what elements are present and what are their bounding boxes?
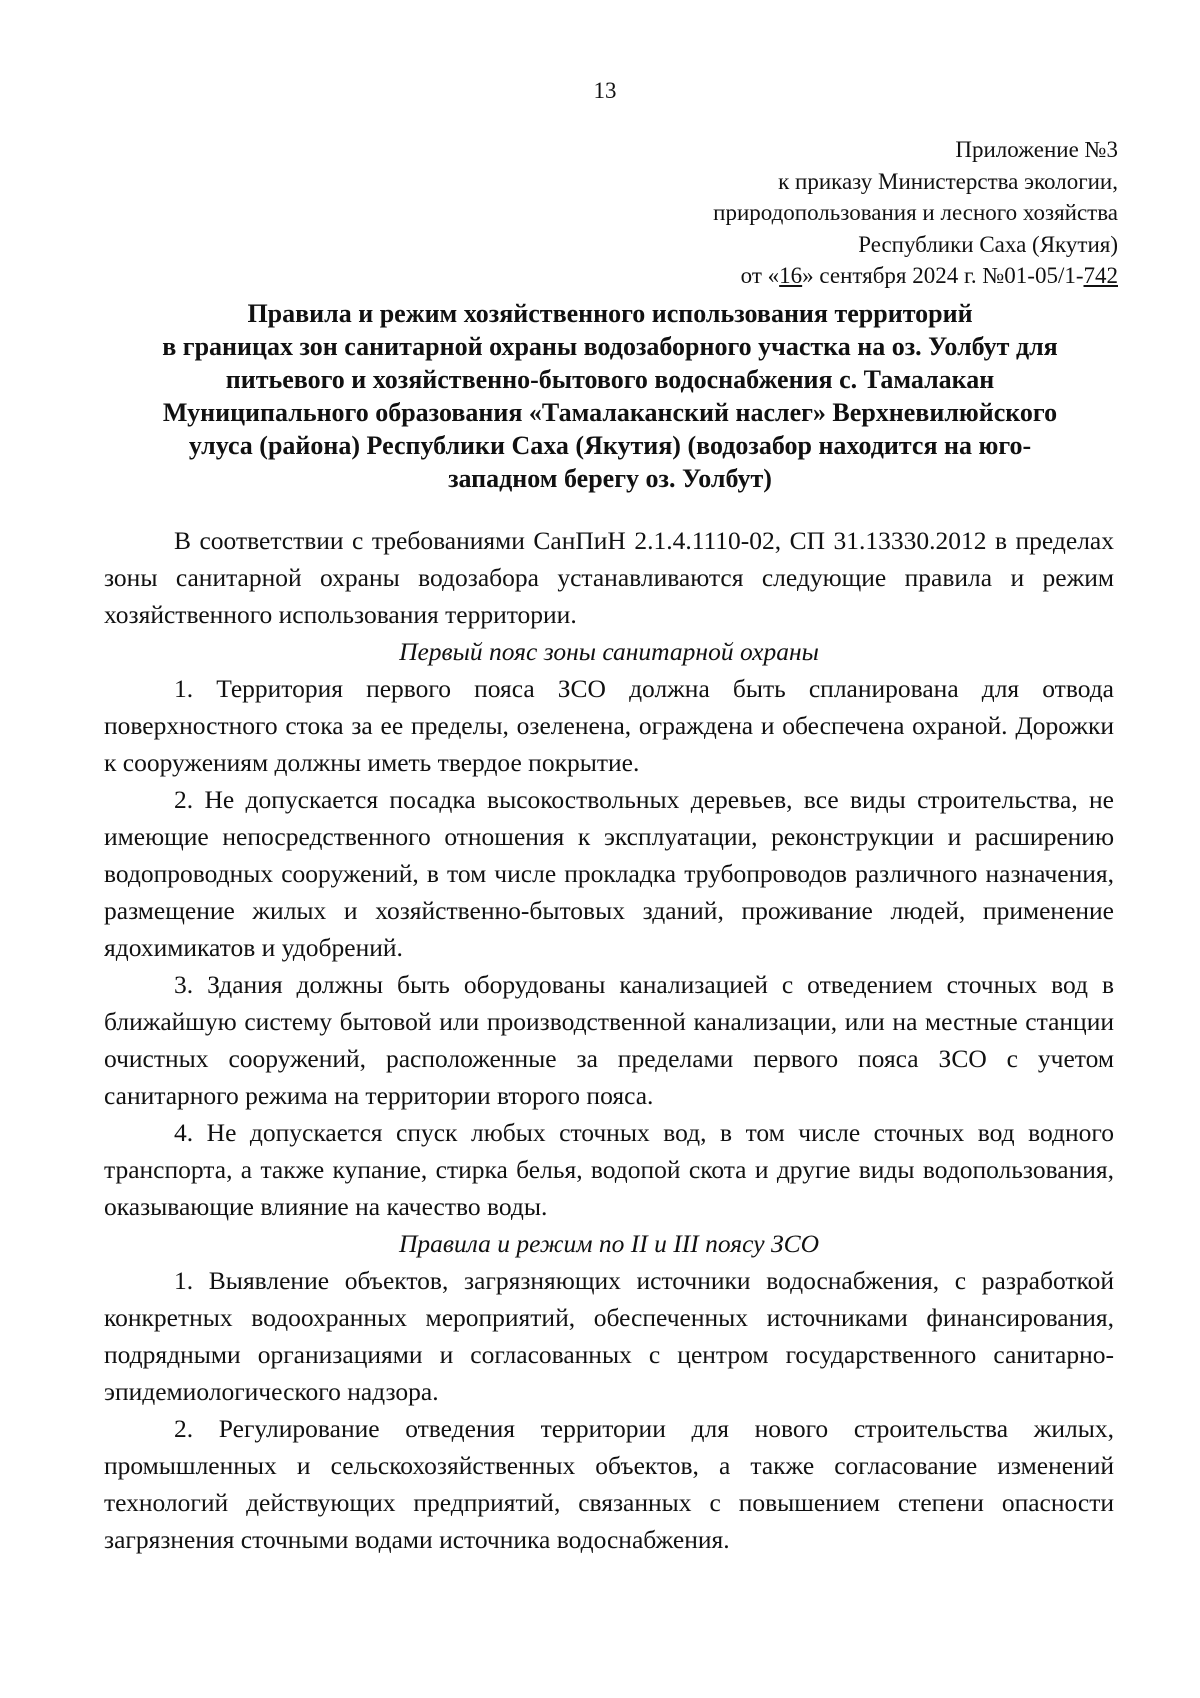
title-line: западном берегу оз. Уолбут) <box>448 464 772 493</box>
section1-item: 1. Территория первого пояса ЗСО должна быть спланирована для отвода поверхностного стока за ее пределы, озеленена, ограждена и обеспечена охраной. Дорожки к сооружениям должны иметь твердое покрытие. <box>104 674 1114 777</box>
section1-item: 4. Не допускается спуск любых сточных вод, в том числе сточных вод водного транспорта, а также купание, стирка белья, водопой скота и другие виды водопользования, оказывающие влияние на качество воды. <box>104 1118 1114 1221</box>
title-line: в границах зон санитарной охраны водозаборного участка на оз. Уолбут для <box>162 332 1058 361</box>
section1-item: 3. Здания должны быть оборудованы канализацией с отведением сточных вод в ближайшую систему бытовой или производственной канализации, или на местные станции очистных сооружений, расположенные за пределами первого пояса ЗСО с учетом санитарного режима на территории второго пояса. <box>104 970 1114 1110</box>
section-heading: Первый пояс зоны санитарной охраны <box>399 637 819 666</box>
appendix-line: природопользования и лесного хозяйства <box>713 200 1118 225</box>
appendix-line: Республики Саха (Якутия) <box>858 231 1118 257</box>
title-line: питьевого и хозяйственно-бытового водоснабжения с. Тамалакан <box>225 365 995 394</box>
section2-item: 2. Регулирование отведения территории для нового строительства жилых, промышленных и сельскохозяйственных объектов, а также согласование изменений технологий действующих предприятий, связанных с повышением степени опасности загрязнения сточными водами источника водоснабжения. <box>104 1414 1114 1554</box>
appendix-date-line <box>418 260 1118 292</box>
page-number: 13 <box>593 78 617 103</box>
title-line: улуса (района) Республики Саха (Якутия) (водозабор находится на юго- <box>188 431 1032 460</box>
date-prefix: от « <box>740 263 780 288</box>
document-title <box>100 297 1120 495</box>
title-line: Правила и режим хозяйственного использования территорий <box>247 299 973 328</box>
date-mid: » сентября 2024 г. №01-05/1- <box>802 263 1084 288</box>
appendix-line: Приложение №3 <box>955 137 1118 162</box>
appendix-line: к приказу Министерства экологии, <box>778 168 1118 194</box>
section1-item: 2. Не допускается посадка высокоствольных деревьев, все виды строительства, не имеющие непосредственного отношения к эксплуатации, реконструкции и расширению водопроводных сооружений, в том числе прокладка трубопроводов различного назначения, размещение жилых и хозяйственно-бытовых зданий, проживание людей, применение ядохимикатов и удобрений. <box>104 785 1114 962</box>
date-day: 16 <box>779 263 803 288</box>
order-number: 742 <box>1083 263 1118 288</box>
section-heading: Правила и режим по II и III поясу ЗСО <box>398 1229 820 1258</box>
section2-item: 1. Выявление объектов, загрязняющих источники водоснабжения, с разработкой конкретных водоохранных мероприятий, обеспеченных источниками финансирования, подрядными организациями и согласованных с центром государственного санитарно-эпидемиологического надзора. <box>104 1266 1114 1406</box>
document-body <box>104 522 1114 1558</box>
appendix-header <box>418 134 1118 292</box>
intro-paragraph: В соответствии с требованиями СанПиН 2.1.4.1110-02, СП 31.13330.2012 в пределах зоны санитарной охраны водозабора устанавливаются следующие правила и режим хозяйственного использования территории. <box>104 526 1114 629</box>
title-line: Муниципального образования «Тамалаканский наслег» Верхневилюйского <box>162 398 1058 427</box>
